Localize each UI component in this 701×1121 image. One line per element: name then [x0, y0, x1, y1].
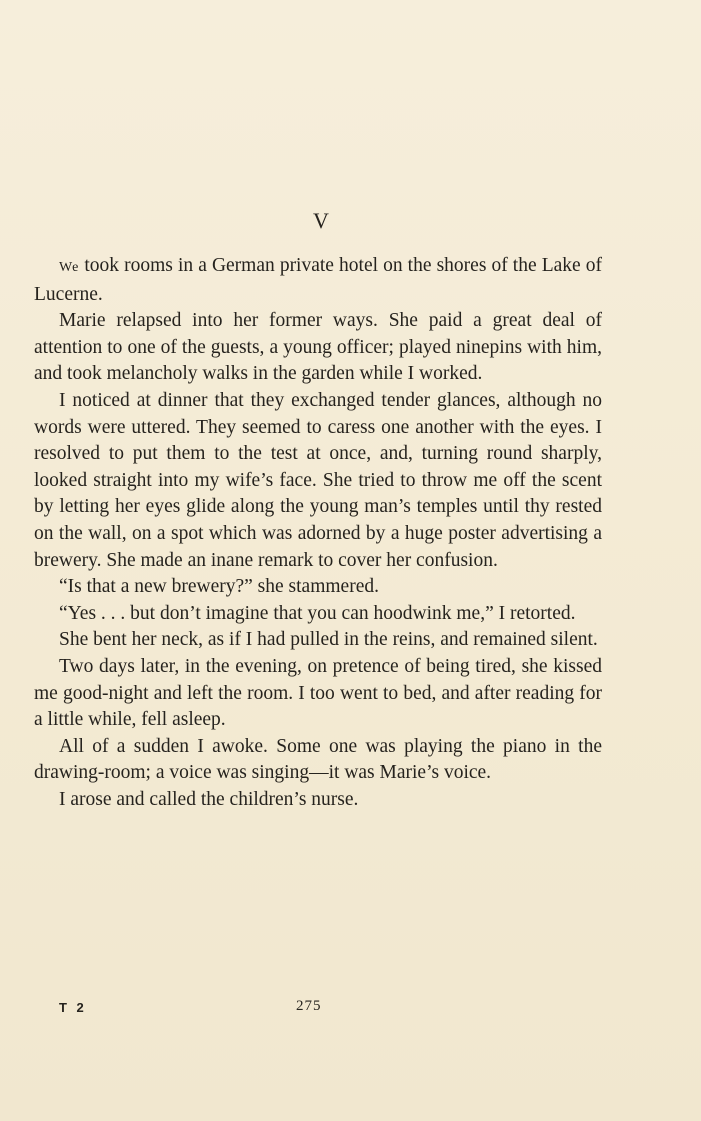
paragraph [34, 654, 602, 734]
paragraph-text: “Yes . . . but don’t imagine that you can hoodwink me,” I retorted. [59, 602, 576, 624]
signature-mark: T 2 [59, 1000, 87, 1015]
chapter-heading: V [313, 208, 330, 233]
paragraph [34, 308, 602, 388]
paragraph [34, 787, 602, 814]
paragraph-text: took rooms in a German private hotel on the shores of the Lake of Lucerne. [34, 255, 602, 305]
paragraph-text: Two days later, in the evening, on pretence of being tired, she kissed me good-night and left the room. I too went to bed, and after reading for a little while, fell asleep. [34, 655, 602, 731]
paragraph [34, 253, 602, 308]
paragraph [34, 574, 602, 601]
paragraph-text: I arose and called the children’s nurse. [59, 788, 359, 810]
paragraph-text: I noticed at dinner that they exchanged tender glances, although no words were uttered. They seemed to caress one another with the eyes. I resolved to put them to the test at once, and, turning round sharply, looked straight into my wife’s face. She tried to throw me off the scent by letting her eyes glide along the young man’s temples until thy rested on the wall, on a spot which was adorned by a huge poster advertising a brewery. She made an inane remark to cover her confusion. [34, 389, 602, 571]
paragraph-text: Marie relapsed into her former ways. She paid a great deal of attention to one of the guests, a young officer; played ninepins with him, and took melancholy walks in the garden while I worked. [34, 310, 602, 385]
paragraph-text: “Is that a new brewery?” she stammered. [59, 576, 379, 598]
page-number: 275 [296, 998, 322, 1014]
paragraph-lead: We [59, 260, 80, 275]
paragraph [34, 388, 602, 574]
paragraph [34, 601, 602, 628]
paragraph [34, 734, 602, 787]
paragraph-text: She bent her neck, as if I had pulled in the reins, and remained silent. [59, 629, 598, 651]
paragraph [34, 627, 602, 654]
paragraph-text: All of a sudden I awoke. Some one was playing the piano in the drawing-room; a voice was singing—it was Marie’s voice. [34, 735, 602, 784]
page-footer [0, 1000, 701, 1022]
body-text [34, 253, 602, 813]
